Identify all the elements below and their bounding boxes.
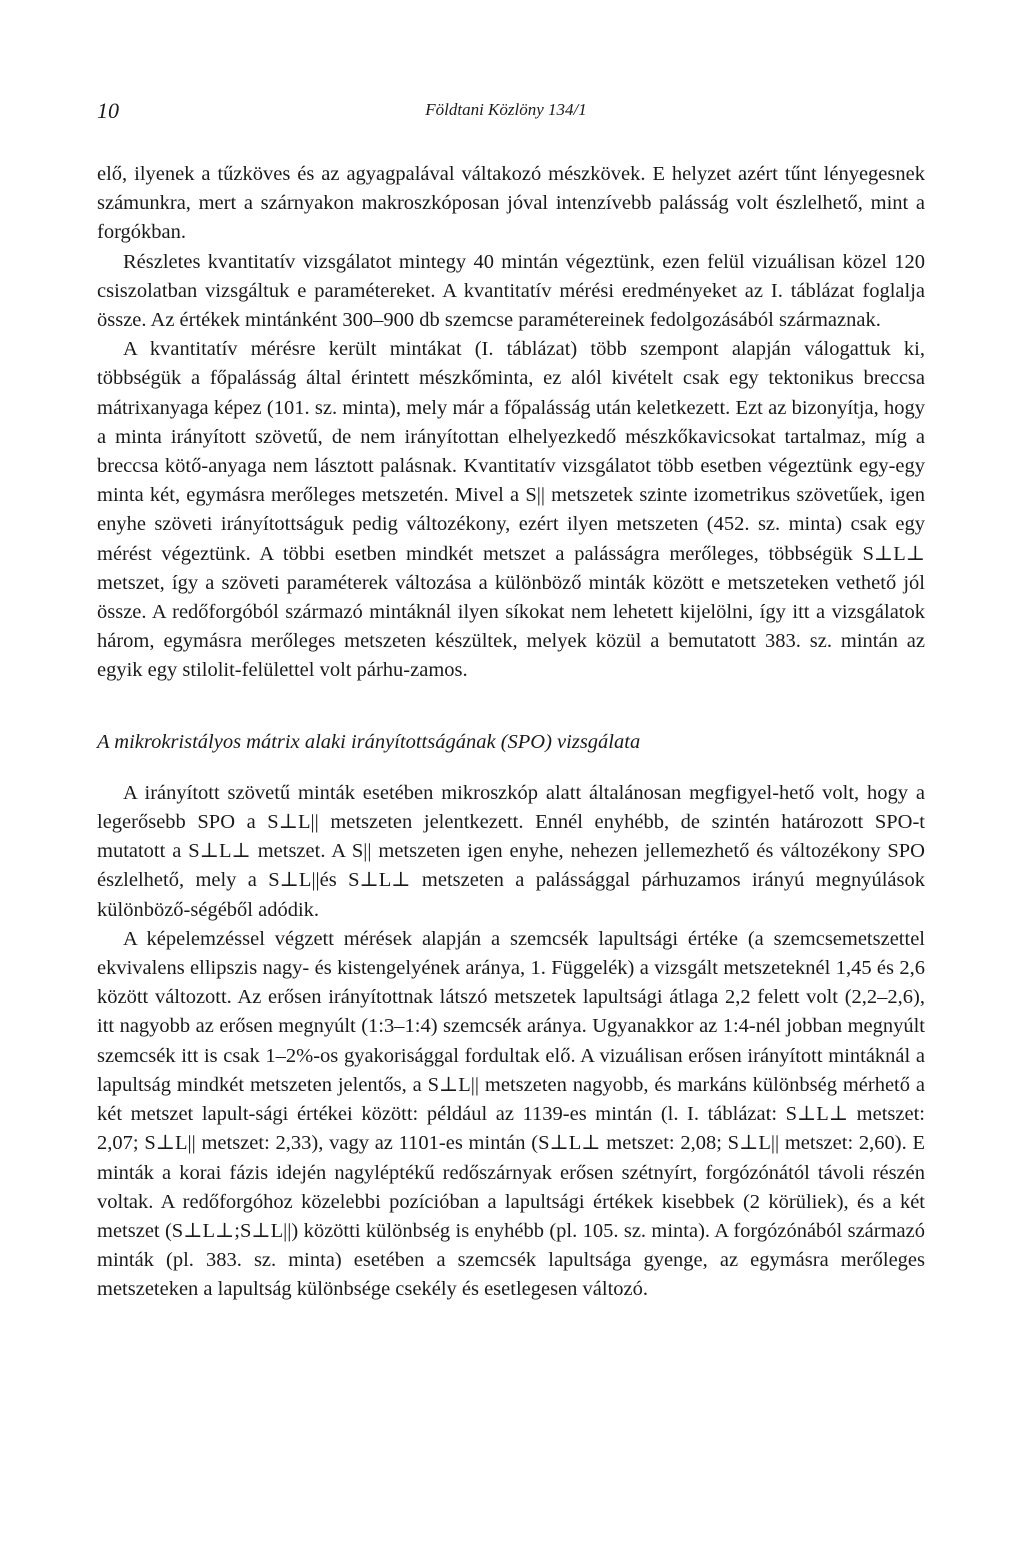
paragraph: A kvantitatív mérésre került mintákat (I. táblázat) több szempont alapján válogattuk ki, többségük a főpalásság által érintett mészkőminta, ez alól kivételt csak egy tektonikus breccsa mátrixanyaga képez (101. sz. minta), mely már a főpalásság után keletkezett. Ezt az bizonyítja, hogy a minta irányított szövetű, de nem irányítottan elhelyezkedő mészkőkavicsokat tartalmaz, míg a breccsa kötő-anyaga nem lásztott palásnak. Kvantitatív vizsgálatot több esetben végeztünk egy-egy minta két, egymásra merőleges metszetén. Mivel a S|| metszetek szinte izometrikus szövetűek, igen enyhe szöveti irányítottságuk pedig változékony, ezért ilyen metszeten (452. sz. minta) csak egy mérést végeztünk. A többi esetben mindkét metszet a palásságra merőleges, többségük S⊥L⊥ metszet, így a szöveti paraméterek változása a különböző minták között e metszeteken vethető jól össze. A redőforgóból származó mintáknál ilyen síkokat nem lehetett kijelölni, így itt a vizsgálatok három, egymásra merőleges metszeten készültek, melyek közül a bemutatott 383. sz. mintán az egyik egy stilolit-felülettel volt párhu-zamos. [97,338,925,682]
article-body [97,160,925,1305]
page-header [97,98,915,128]
paragraph: elő, ilyenek a tűzköves és az agyagpalával váltakozó mészkövek. E helyzet azért tűnt lényegesnek számunkra, mert a szárnyakon makroszkóposan jóval intenzívebb palásság volt észlelhető, mint a forgókban. [97,163,925,244]
page-number: 10 [97,98,119,123]
section-title: A mikrokristályos mátrix alaki irányítottságának (SPO) vizsgálata [97,730,641,753]
paragraph: A irányított szövetű minták esetében mikroszkóp alatt általánosan megfigyel-hető volt, hogy a legerősebb SPO a S⊥L|| metszeten jelentkezett. Ennél enyhébb, de szintén határozott SPO-t mutatott a S⊥L⊥ metszet. A S|| metszeten igen enyhe, nehezen jellemezhető és változékony SPO észlelhető, mely a S⊥L||és S⊥L⊥ metszeten a palássággal párhuzamos irányú megnyúlások különböző-ségéből adódik. [97,781,925,921]
paragraph: Részletes kvantitatív vizsgálatot mintegy 40 mintán végeztünk, ezen felül vizuálisan közel 120 csiszolatban vizsgáltuk e paramétereket. A kvantitatív mérési eredményeket az I. táblázat foglalja össze. Az értékek mintánként 300–900 db szemcse paramétereinek fedolgozásából származnak. [97,250,925,332]
journal-title: Földtani Közlöny 134/1 [425,100,587,119]
paragraph: A képelemzéssel végzett mérések alapján a szemcsék lapultsági értéke (a szemcsemetszettel ekvivalens ellipszis nagy- és kistengelyének aránya, 1. Függelék) a vizsgált metszeteknél 1,45 és 2,6 között változott. Az erősen irányítottnak látszó metszetek lapultsági átlaga 2,2 felett volt (2,2–2,6), itt nagyobb az erősen megnyúlt (1:3–1:4) szemcsék aránya. Ugyanakkor az 1:4-nél jobban megnyúlt szemcsék itt is csak 1–2%-os gyakorisággal fordultak elő. A vizuálisan erősen irányított mintáknál a lapultság mindkét metszeten jelentős, a S⊥L|| metszeten nagyobb, és markáns különbség mérhető a két metszet lapult-sági értékei között: például az 1139-es mintán (l. I. táblázat: S⊥L⊥ metszet: 2,07; S⊥L|| metszet: 2,33), vagy az 1101-es mintán (S⊥L⊥ metszet: 2,08; S⊥L|| metszet: 2,60). E minták a korai fázis idején nagyléptékű redőszárnyak erősen szétnyírt, forgózónától távoli részén voltak. A redőforgóhoz közelebbi pozícióban a lapultsági értékek kisebbek (2 körüliek), és a két metszet (S⊥L⊥;S⊥L||) közötti különbség is enyhébb (pl. 105. sz. minta). A forgózónából származó minták (pl. 383. sz. minta) esetében a szemcsék lapultsága gyenge, az egymásra merőleges metszeteken a lapultság különbsége csekély és esetlegesen változó. [97,927,925,1301]
